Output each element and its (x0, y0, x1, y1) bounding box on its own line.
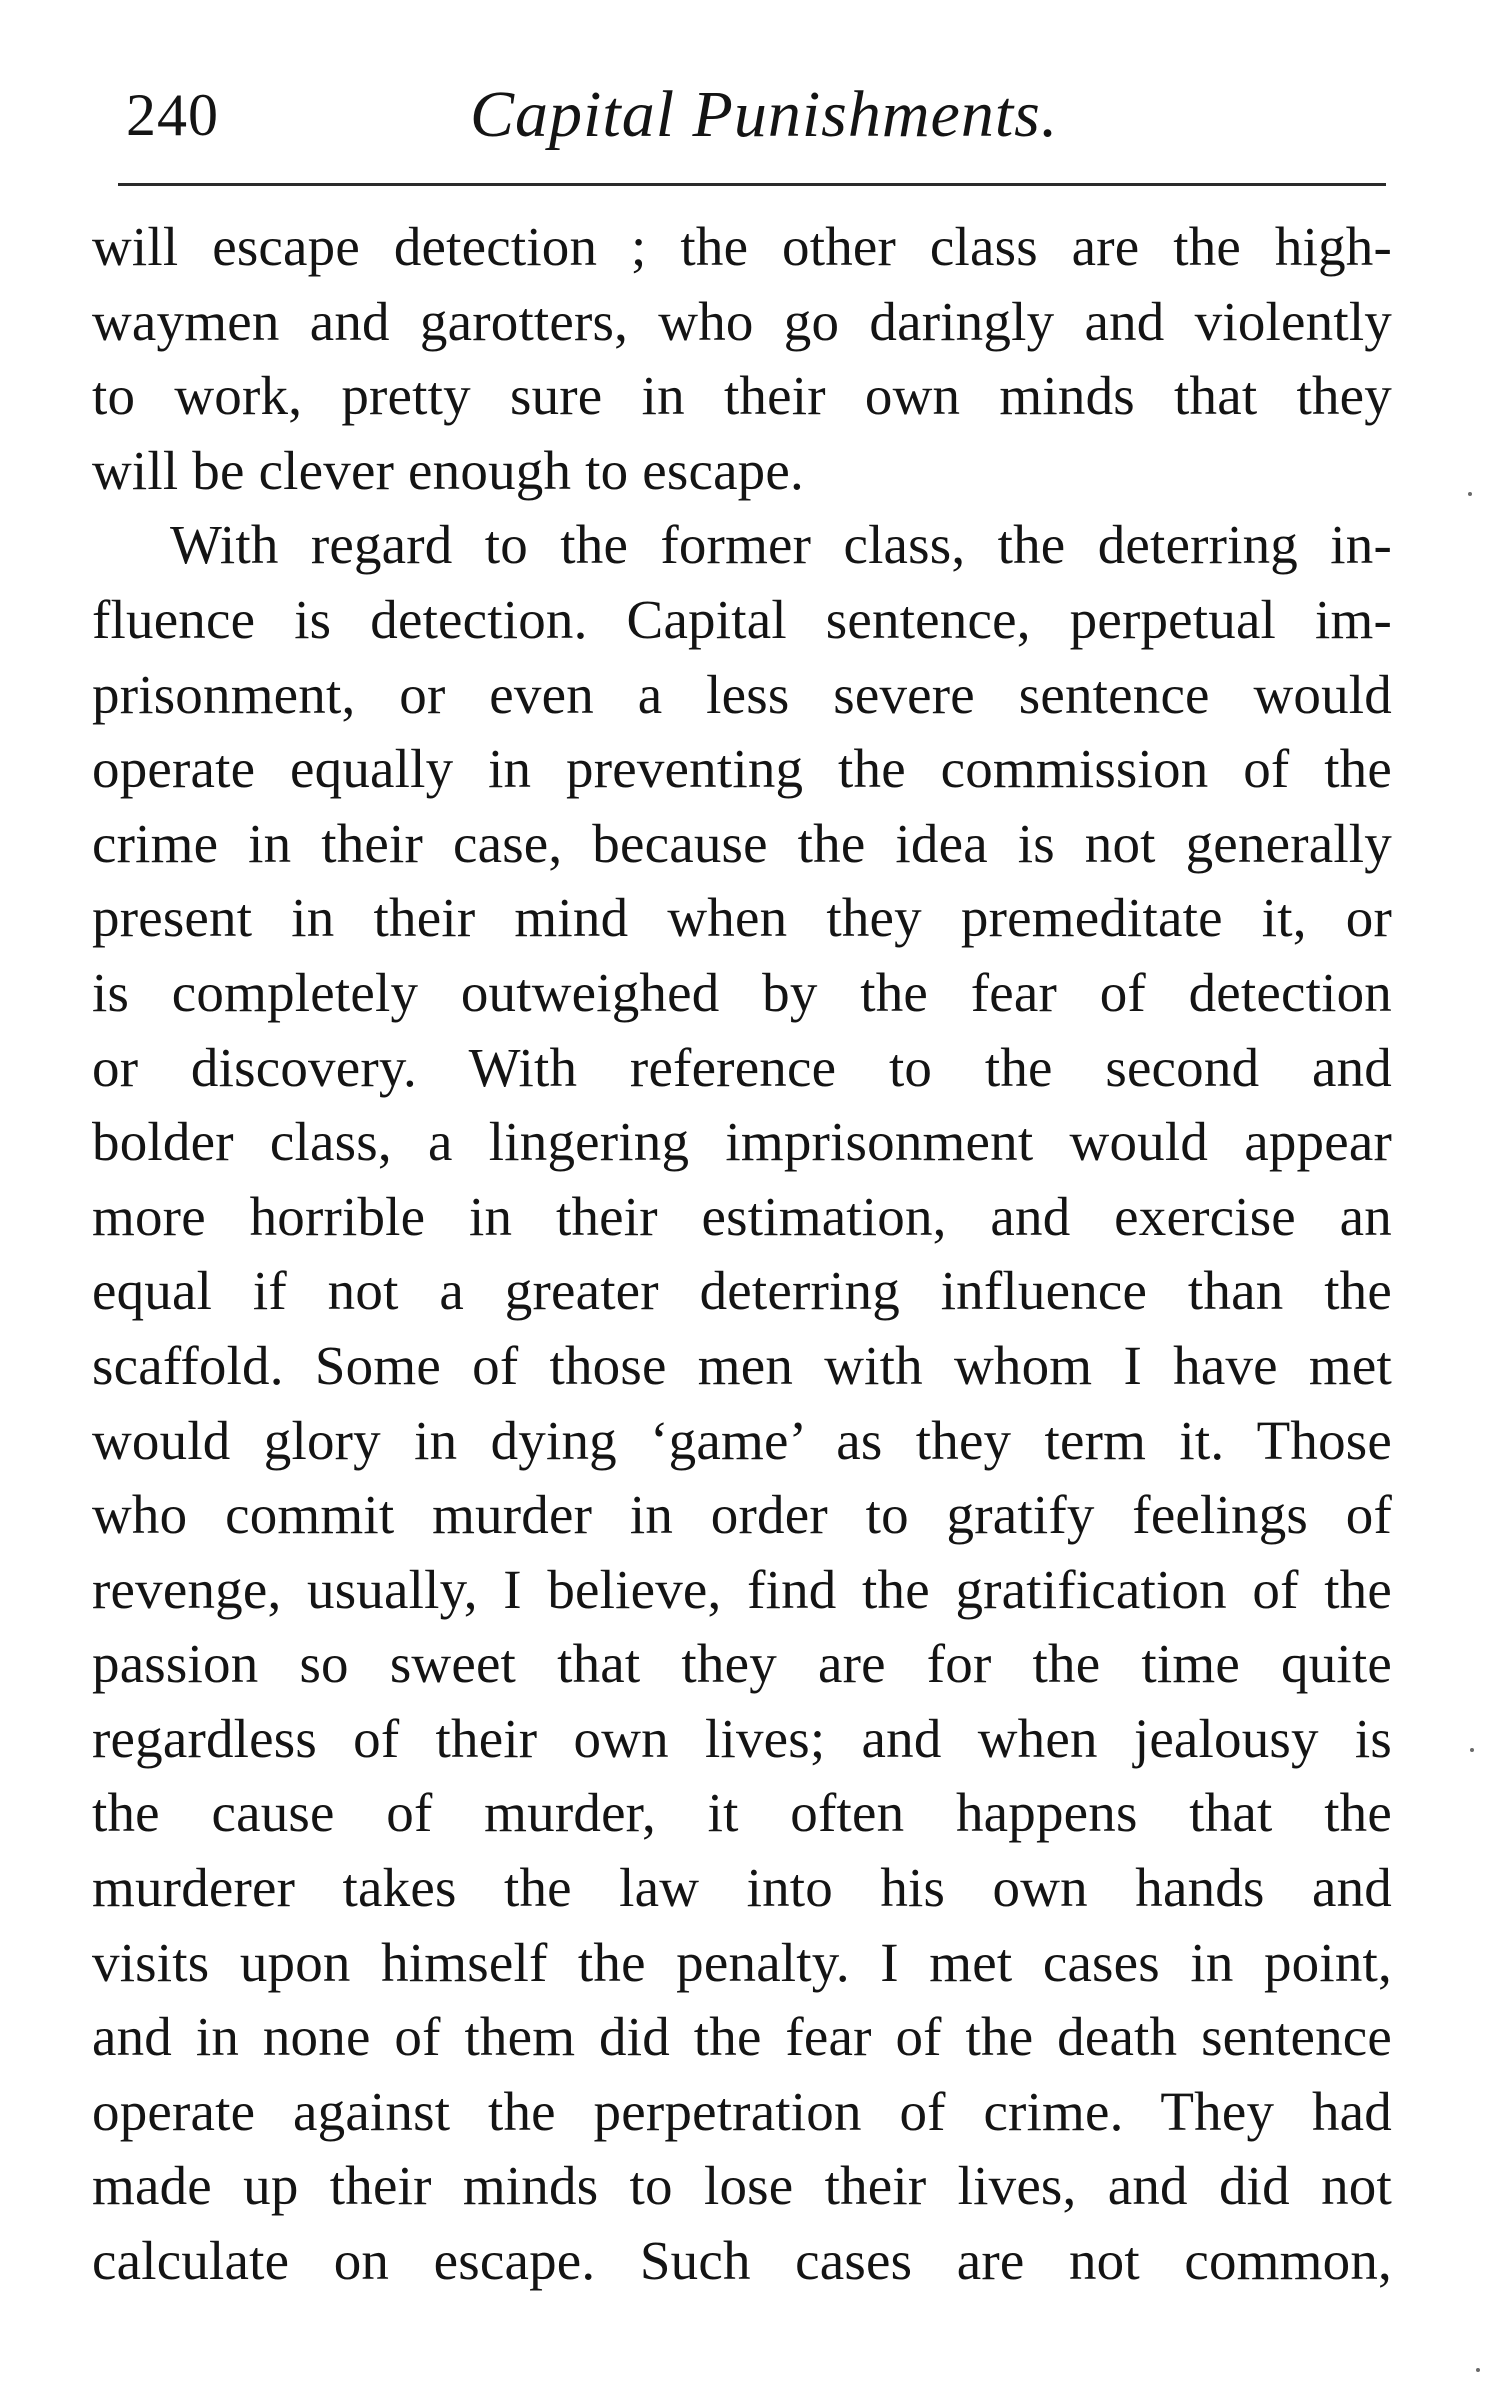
text-line: operate against the perpetration of crime. They had (92, 2080, 1392, 2142)
text-line: is completely outweighed by the fear of detection (92, 961, 1392, 1023)
text-line: murderer takes the law into his own hands and (92, 1857, 1392, 1919)
text-line: operate equally in preventing the commission of the (92, 738, 1392, 800)
text-line: would glory in dying ‘game’ as they term it. Those (92, 1409, 1392, 1471)
text-line: to work, pretty sure in their own minds that they (92, 365, 1392, 427)
text-line: revenge, usually, I believe, find the gratification of the (92, 1558, 1392, 1620)
running-head (120, 70, 1390, 160)
text-line: or discovery. With reference to the second and (92, 1036, 1392, 1098)
text-line: visits upon himself the penalty. I met cases in point, (92, 1931, 1392, 1993)
text-line: will escape detection ; the other class are the high- (92, 216, 1392, 277)
text-line: the cause of murder, it often happens that the (92, 1782, 1392, 1844)
text-line: waymen and garotters, who go daringly and violently (92, 290, 1392, 352)
text-line: fluence is detection. Capital sentence, perpetual im- (92, 588, 1392, 650)
running-title: Capital Punishments. (470, 78, 1059, 151)
print-speck (1470, 1748, 1474, 1752)
page-number: 240 (126, 82, 219, 148)
text-line: and in none of them did the fear of the death sentence (92, 2006, 1392, 2068)
text-line: who commit murder in order to gratify feelings of (92, 1484, 1392, 1546)
text-line: made up their minds to lose their lives, and did not (92, 2155, 1392, 2217)
text-line: calculate on escape. Such cases are not common, (92, 2230, 1392, 2292)
text-line: scaffold. Some of those men with whom I have met (92, 1334, 1392, 1396)
paragraph-start-line: With regard to the former class, the deterring in- (170, 514, 1392, 576)
text-line: will be clever enough to escape. (92, 439, 804, 501)
text-line: present in their mind when they premeditate it, or (92, 887, 1392, 949)
text-line: prisonment, or even a less severe sentence would (92, 663, 1392, 725)
text-line: more horrible in their estimation, and exercise an (92, 1185, 1392, 1247)
print-speck (1476, 2368, 1480, 2372)
text-line: regardless of their own lives; and when jealousy is (92, 1707, 1392, 1769)
print-speck (1468, 492, 1472, 496)
header-rule (118, 183, 1386, 186)
text-line: equal if not a greater deterring influence than the (92, 1260, 1392, 1322)
body-text (92, 210, 1392, 2299)
text-line: crime in their case, because the idea is not generally (92, 812, 1392, 874)
text-line: bolder class, a lingering imprisonment would appear (92, 1111, 1392, 1173)
text-line: passion so sweet that they are for the time quite (92, 1633, 1392, 1695)
